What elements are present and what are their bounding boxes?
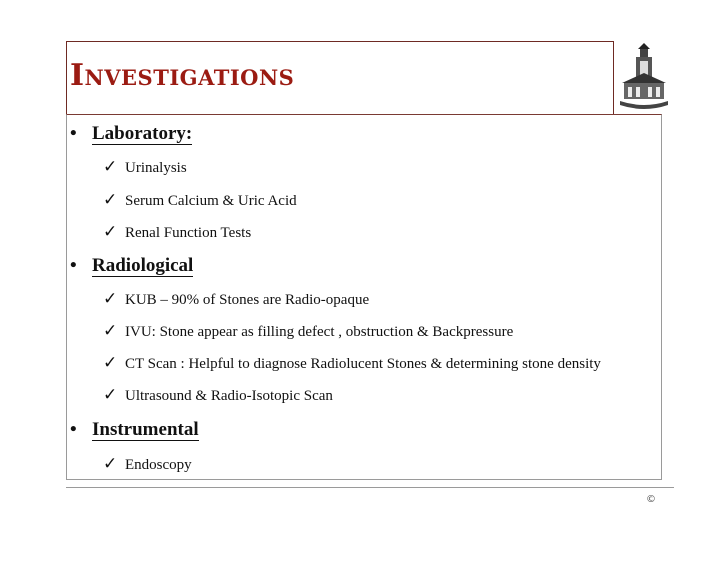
footer-divider: [66, 487, 674, 488]
section-radiological: [70, 255, 193, 277]
list-item: ✓ CT Scan : Helpful to diagnose Radiolucent Stones & determining stone density: [103, 353, 601, 373]
bullet-icon: •: [70, 123, 77, 144]
check-icon: ✓: [103, 222, 118, 242]
section-label: Instrumental: [92, 419, 199, 440]
university-logo-icon: [618, 43, 670, 113]
check-icon: ✓: [103, 289, 118, 309]
copyright-mark: ©: [646, 494, 656, 505]
list-item: ✓ Urinalysis: [103, 157, 187, 177]
bullet-icon: •: [70, 255, 77, 276]
list-item: ✓ Ultrasound & Radio-Isotopic Scan: [103, 385, 333, 405]
check-icon: ✓: [103, 190, 118, 210]
check-icon: ✓: [103, 454, 118, 474]
list-item: ✓ IVU: Stone appear as filling defect , obstruction & Backpressure: [103, 321, 514, 341]
list-item: ✓ Endoscopy: [103, 454, 192, 474]
section-label: Laboratory:: [92, 123, 193, 144]
check-icon: ✓: [103, 353, 118, 373]
bullet-icon: •: [70, 419, 77, 440]
section-laboratory: [70, 123, 192, 145]
page-title: Investigations: [70, 58, 295, 93]
section-label: Radiological: [92, 255, 194, 276]
list-item: ✓ Renal Function Tests: [103, 222, 252, 242]
section-instrumental: [70, 419, 199, 441]
check-icon: ✓: [103, 385, 118, 405]
check-icon: ✓: [103, 321, 118, 341]
list-item: ✓ KUB – 90% of Stones are Radio-opaque: [103, 289, 370, 309]
list-item: ✓ Serum Calcium & Uric Acid: [103, 190, 297, 210]
check-icon: ✓: [103, 157, 118, 177]
